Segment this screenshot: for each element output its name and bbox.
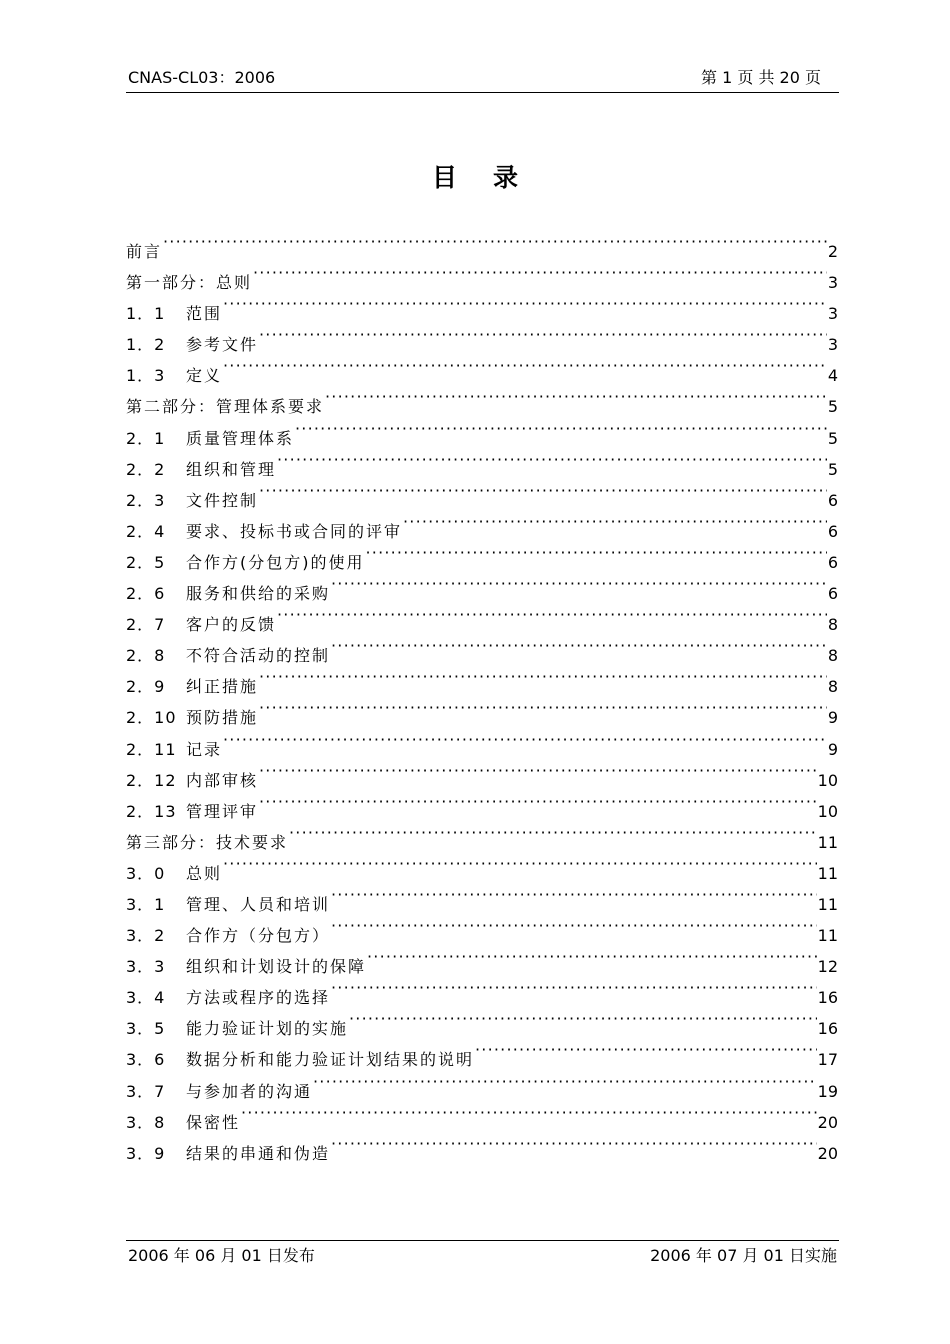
toc-entry-number: 2．11 <box>126 739 177 759</box>
dot-leader <box>313 1066 817 1097</box>
toc-entry-label: 合作方(分包方)的使用 <box>186 552 365 572</box>
toc-entry-page: 6 <box>827 552 838 572</box>
dot-leader <box>259 475 827 506</box>
toc-entry[interactable] <box>126 319 838 355</box>
toc-entry-page: 5 <box>827 397 838 417</box>
dot-leader <box>366 537 827 568</box>
toc-entry-number: 2．2 <box>126 459 166 479</box>
dot-leader <box>331 1128 817 1159</box>
toc-entry-number: 3．3 <box>126 957 166 977</box>
toc-entry-number: 3．2 <box>126 926 166 946</box>
toc-entry-number: 1．2 <box>126 335 166 355</box>
toc-entry[interactable] <box>126 257 838 293</box>
toc-entry-page: 20 <box>817 1112 838 1132</box>
toc-entry-label: 合作方（分包方） <box>186 926 331 946</box>
toc-entry-label: 总则 <box>186 863 223 883</box>
toc-entry-number: 2．5 <box>126 552 166 572</box>
page-header <box>126 66 839 93</box>
toc-entry-page: 6 <box>827 521 838 541</box>
dot-leader <box>163 226 827 257</box>
toc-entry-label: 内部审核 <box>186 770 259 790</box>
toc-entry-page: 9 <box>827 708 838 728</box>
toc-entry-number: 3．6 <box>126 1050 166 1070</box>
toc-entry-page: 3 <box>827 273 838 293</box>
toc-entry-label: 纠正措施 <box>186 677 259 697</box>
toc-entry-page: 3 <box>827 335 838 355</box>
dot-leader <box>259 692 827 723</box>
toc-entry-number: 3．9 <box>126 1143 166 1163</box>
toc-entry-number: 2．6 <box>126 584 166 604</box>
toc-entry-label: 组织和管理 <box>186 459 277 479</box>
toc-entry-number: 2．7 <box>126 615 166 635</box>
toc-entry-label: 记录 <box>186 739 223 759</box>
toc-entry-page: 16 <box>817 988 838 1008</box>
toc-entry-label: 客户的反馈 <box>186 615 277 635</box>
toc-entry-page: 9 <box>827 739 838 759</box>
toc-entry-label: 方法或程序的选择 <box>186 988 331 1008</box>
dot-leader <box>223 724 827 755</box>
table-of-contents <box>126 226 838 1163</box>
toc-entry-label: 能力验证计划的实施 <box>186 1019 349 1039</box>
toc-entry-label: 保密性 <box>186 1112 241 1132</box>
toc-entry-label: 管理评审 <box>186 801 259 821</box>
toc-entry[interactable] <box>126 755 838 790</box>
page-title: 目录 <box>431 163 554 192</box>
toc-entry-page: 3 <box>827 304 838 324</box>
toc-entry-page: 6 <box>827 584 838 604</box>
dot-leader <box>349 1003 817 1034</box>
dot-leader <box>403 506 827 537</box>
toc-entry-number: 2．13 <box>126 801 177 821</box>
toc-entry-label: 第三部分：技术要求 <box>126 832 289 852</box>
toc-entry-page: 10 <box>817 770 838 790</box>
toc-entry[interactable] <box>126 226 838 261</box>
toc-entry-page: 20 <box>817 1143 838 1163</box>
toc-entry-label: 第二部分：管理体系要求 <box>126 397 325 417</box>
toc-entry-label: 范围 <box>186 304 223 324</box>
toc-entry-label: 数据分析和能力验证计划结果的说明 <box>186 1050 475 1070</box>
toc-entry-number: 2．3 <box>126 490 166 510</box>
toc-entry-number: 2．10 <box>126 708 177 728</box>
dot-leader <box>331 972 817 1003</box>
toc-entry[interactable] <box>126 288 838 324</box>
toc-entry[interactable] <box>126 724 838 759</box>
toc-entry-label: 管理、人员和培训 <box>186 894 331 914</box>
dot-leader <box>277 444 827 475</box>
toc-entry-page: 8 <box>827 615 838 635</box>
toc-entry-label: 服务和供给的采购 <box>186 584 331 604</box>
toc-entry-page: 12 <box>817 957 838 977</box>
dot-leader <box>259 319 827 350</box>
toc-entry-label: 要求、投标书或合同的评审 <box>186 521 403 541</box>
toc-entry-number: 2．1 <box>126 428 166 448</box>
dot-leader <box>259 755 817 786</box>
dot-leader <box>241 1097 817 1128</box>
toc-entry-label: 预防措施 <box>186 708 259 728</box>
toc-entry-page: 8 <box>827 646 838 666</box>
toc-entry-page: 10 <box>817 801 838 821</box>
page-info: 第 1 页 共 20 页 <box>701 68 821 87</box>
toc-entry-number: 3．4 <box>126 988 166 1008</box>
toc-entry-page: 5 <box>827 428 838 448</box>
toc-entry-page: 19 <box>817 1081 838 1101</box>
dot-leader <box>295 413 827 444</box>
toc-entry[interactable] <box>126 350 838 386</box>
toc-entry-page: 16 <box>817 1019 838 1039</box>
toc-entry-number: 3．8 <box>126 1112 166 1132</box>
toc-entry-number: 3．7 <box>126 1081 166 1101</box>
toc-entry-label: 第一部分：总则 <box>126 273 253 293</box>
toc-entry-page: 11 <box>817 863 838 883</box>
toc-entry-page: 6 <box>827 490 838 510</box>
toc-entry-page: 11 <box>817 926 838 946</box>
toc-entry-number: 2．9 <box>126 677 166 697</box>
dot-leader <box>325 381 827 412</box>
dot-leader <box>367 941 817 972</box>
toc-entry-number: 2．12 <box>126 770 177 790</box>
dot-leader <box>331 879 817 910</box>
toc-entry-number: 2．4 <box>126 521 166 541</box>
dot-leader <box>331 568 827 599</box>
toc-entry-page: 11 <box>817 832 838 852</box>
toc-entry-label: 组织和计划设计的保障 <box>186 957 367 977</box>
effective-date: 2006 年 07 月 01 日实施 <box>650 1246 837 1265</box>
toc-entry-number: 2．8 <box>126 646 166 666</box>
dot-leader <box>259 661 827 692</box>
toc-entry-label: 结果的串通和伪造 <box>186 1143 331 1163</box>
toc-entry-label: 定义 <box>186 366 223 386</box>
toc-entry-number: 1．3 <box>126 366 166 386</box>
toc-entry-label: 与参加者的沟通 <box>186 1081 313 1101</box>
document-id: CNAS-CL03：2006 <box>128 68 276 87</box>
page-footer <box>126 1240 839 1265</box>
toc-entry-page: 11 <box>817 894 838 914</box>
toc-entry-page: 2 <box>827 242 838 261</box>
toc-entry-number: 3．0 <box>126 863 166 883</box>
toc-entry-page: 5 <box>827 459 838 479</box>
toc-entry[interactable] <box>126 848 838 883</box>
toc-entry-label: 前言 <box>126 242 163 261</box>
toc-entry-number: 3．5 <box>126 1019 166 1039</box>
dot-leader <box>223 350 827 381</box>
dot-leader <box>331 910 817 941</box>
dot-leader <box>289 817 817 848</box>
dot-leader <box>475 1034 817 1065</box>
toc-entry-label: 质量管理体系 <box>186 428 295 448</box>
toc-entry-page: 17 <box>817 1050 838 1070</box>
toc-entry-number: 3．1 <box>126 894 166 914</box>
issue-date: 2006 年 06 月 01 日发布 <box>128 1246 315 1265</box>
dot-leader <box>223 288 827 319</box>
toc-entry[interactable] <box>126 879 838 914</box>
toc-entry[interactable] <box>126 381 838 417</box>
toc-entry-label: 参考文件 <box>186 335 259 355</box>
toc-entry-label: 不符合活动的控制 <box>186 646 331 666</box>
dot-leader <box>223 848 817 879</box>
toc-entry-page: 8 <box>827 677 838 697</box>
dot-leader <box>277 599 827 630</box>
toc-entry-label: 文件控制 <box>186 490 259 510</box>
toc-entry-number: 1．1 <box>126 304 166 324</box>
dot-leader <box>259 786 817 817</box>
dot-leader <box>253 257 827 288</box>
toc-entry-page: 4 <box>827 366 838 386</box>
dot-leader <box>331 630 827 661</box>
